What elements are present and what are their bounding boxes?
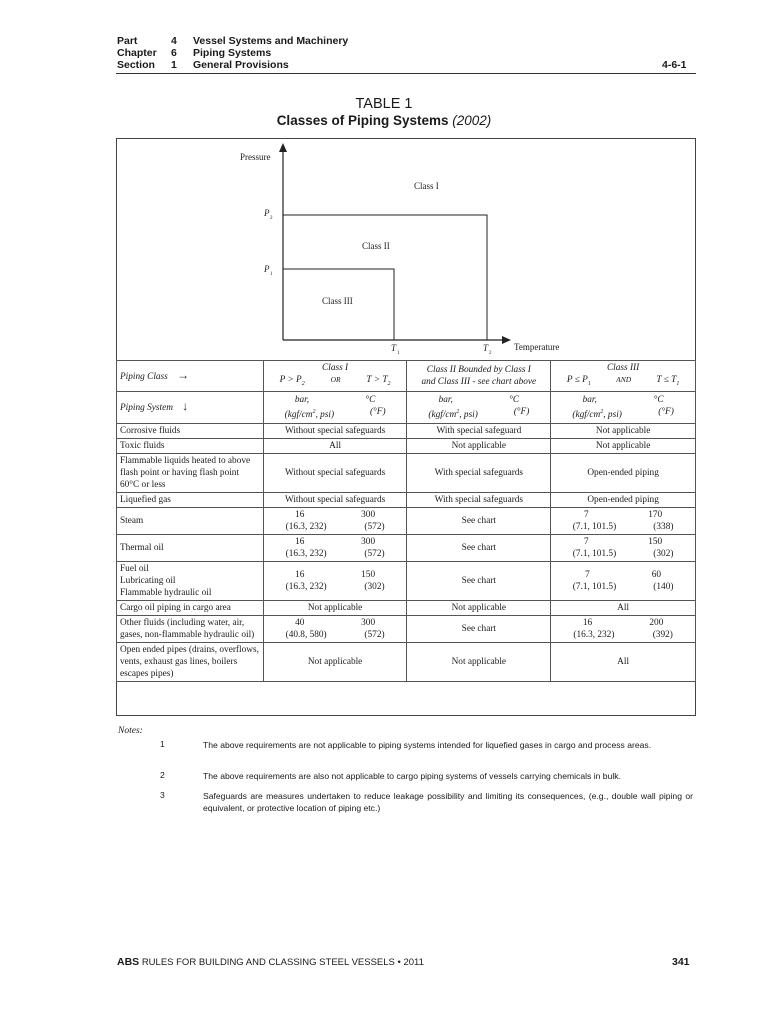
table-row [117, 600, 696, 615]
row-class-ii: See chart [407, 507, 551, 534]
header-chapter-num: 6 [171, 47, 177, 59]
row-class-i: 16 150 (16.3, 232) (302) [263, 561, 407, 600]
header-reference: 4-6-1 [662, 59, 687, 71]
row-class-i: 40 300 (40.8, 580) (572) [263, 615, 407, 642]
table-row [117, 507, 696, 534]
piping-system-label: Piping System ↓ [117, 391, 264, 423]
row-class-i: Without special safeguards [263, 492, 407, 507]
class-ii-units: bar, °C ($kgf/cm^2$, psi) (°F) [407, 391, 551, 423]
row-class-iii: Not applicable [551, 438, 696, 453]
class-iii-header: Class III $P \le P_1$ AND $T \le T_1$ [551, 361, 696, 392]
row-system: Other fluids (including water, air, gases, non-flammable hydraulic oil) [117, 615, 264, 642]
table-row [117, 561, 696, 600]
note-text: The above requirements are also not applicable to cargo piping systems of vessels carrying chemicals in bulk. [203, 771, 621, 781]
page-number: 341 [672, 956, 690, 968]
table-row [117, 423, 696, 438]
piping-class-label: Piping Class → [117, 361, 264, 392]
row-system: Steam [117, 507, 264, 534]
t1-subscript: 1 [397, 351, 400, 356]
row-system: Corrosive fluids [117, 423, 264, 438]
row-class-i: All [263, 438, 407, 453]
piping-class-row [117, 361, 696, 392]
header-chapter-label: Chapter [117, 47, 157, 59]
row-system: Thermal oil [117, 534, 264, 561]
table-subtitle-text: Classes of Piping Systems [276, 113, 449, 128]
class-iii-label: Class III [322, 296, 353, 306]
row-class-i: 16 300 (16.3, 232) (572) [263, 534, 407, 561]
header-part-num: 4 [171, 35, 177, 47]
row-class-ii: See chart [407, 534, 551, 561]
row-system: Liquefied gas [117, 492, 264, 507]
class-ii-label: Class II [362, 241, 390, 251]
t2-subscript: 2 [489, 351, 492, 356]
class-iii-units: bar, °C ($kgf/cm^2$, psi) (°F) [551, 391, 696, 423]
row-class-iii: 7 60 (7.1, 101.5) (140) [551, 561, 696, 600]
y-axis-label: Pressure [240, 152, 271, 162]
p2-subscript: 2 [270, 216, 273, 221]
t1-label: T [391, 343, 397, 353]
notes-heading: Notes: [118, 726, 143, 736]
table-row [117, 615, 696, 642]
header-section-text: General Provisions [193, 59, 289, 71]
note-number: 2 [160, 770, 165, 780]
pressure-temperature-diagram [116, 138, 696, 360]
row-class-ii: Not applicable [407, 438, 551, 453]
row-class-ii: Not applicable [407, 642, 551, 681]
footer-text: RULES FOR BUILDING AND CLASSING STEEL VESSELS • 2011 [141, 957, 424, 968]
table-row [117, 453, 696, 492]
row-class-iii: Open-ended piping [551, 492, 696, 507]
class-i-units: bar, °C ($kgf/cm^2$, psi) (°F) [263, 391, 407, 423]
header-section-num: 1 [171, 59, 177, 71]
row-class-i: 16 300 (16.3, 232) (572) [263, 507, 407, 534]
x-axis-arrow [502, 336, 511, 344]
class-ii-header: Class II Bounded by Class I and Class III - see chart above [407, 361, 551, 392]
row-class-ii: See chart [407, 615, 551, 642]
row-class-iii: 7 170 (7.1, 101.5) (338) [551, 507, 696, 534]
row-class-iii: 7 150 (7.1, 101.5) (302) [551, 534, 696, 561]
note-number: 1 [160, 739, 165, 749]
header-part-text: Vessel Systems and Machinery [193, 35, 349, 47]
p1-label: P [264, 264, 270, 274]
row-class-iii: Open-ended piping [551, 453, 696, 492]
piping-class-table [116, 360, 696, 682]
arrow-down-icon: ↓ [182, 399, 189, 414]
x-axis-label: Temperature [514, 342, 560, 352]
header-chapter-text: Piping Systems [193, 47, 272, 59]
row-class-iii: Not applicable [551, 423, 696, 438]
row-system: Open ended pipes (drains, overflows, vents, exhaust gas lines, boilers escapes pipes) [117, 642, 264, 681]
table-row [117, 438, 696, 453]
row-class-i: Not applicable [263, 642, 407, 681]
footer-brand: ABS [117, 956, 140, 968]
t2-label: T [483, 343, 489, 353]
row-class-ii: With special safeguards [407, 453, 551, 492]
note-text: Safeguards are measures undertaken to reduce leakage possibility and limiting its consequences, (e.g., double wall piping or equivalent, or protective location of piping etc.) [203, 791, 693, 813]
note-text: The above requirements are not applicable to piping systems intended for liquefied gases in cargo and process areas. [203, 740, 652, 750]
row-class-ii: See chart [407, 561, 551, 600]
row-class-iii: All [551, 600, 696, 615]
row-system: Cargo oil piping in cargo area [117, 600, 264, 615]
arrow-right-icon: → [177, 367, 190, 382]
table-row [117, 534, 696, 561]
note-number: 3 [160, 790, 165, 800]
class-i-label: Class I [414, 181, 439, 191]
footer-title [117, 956, 424, 968]
row-system: Fuel oil Lubricating oil Flammable hydraulic oil [117, 561, 264, 600]
row-class-i: Without special safeguards [263, 453, 407, 492]
table-year: (2002) [452, 113, 492, 128]
class-i-header: Class I $P > P_2$ OR $T > T_2$ [263, 361, 407, 392]
table-row [117, 492, 696, 507]
header-part-label: Part [117, 35, 138, 47]
class-ii-boundary [283, 215, 487, 340]
header-section-label: Section [117, 59, 155, 71]
p1-subscript: 1 [270, 272, 273, 277]
row-class-i: Without special safeguards [263, 423, 407, 438]
p2-label: P [264, 208, 270, 218]
row-class-ii: With special safeguard [407, 423, 551, 438]
row-class-i: Not applicable [263, 600, 407, 615]
row-class-iii: All [551, 642, 696, 681]
y-axis-arrow [279, 143, 287, 152]
piping-system-row [117, 391, 696, 423]
row-system: Toxic fluids [117, 438, 264, 453]
table-subtitle [0, 113, 768, 128]
table-title: TABLE 1 [355, 96, 413, 112]
row-class-ii: Not applicable [407, 600, 551, 615]
row-system: Flammable liquids heated to above flash point or having flash point 60°C or less [117, 453, 264, 492]
table-row [117, 642, 696, 681]
row-class-ii: With special safeguards [407, 492, 551, 507]
header-rule [116, 73, 696, 74]
row-class-iii: 16 200 (16.3, 232) (392) [551, 615, 696, 642]
